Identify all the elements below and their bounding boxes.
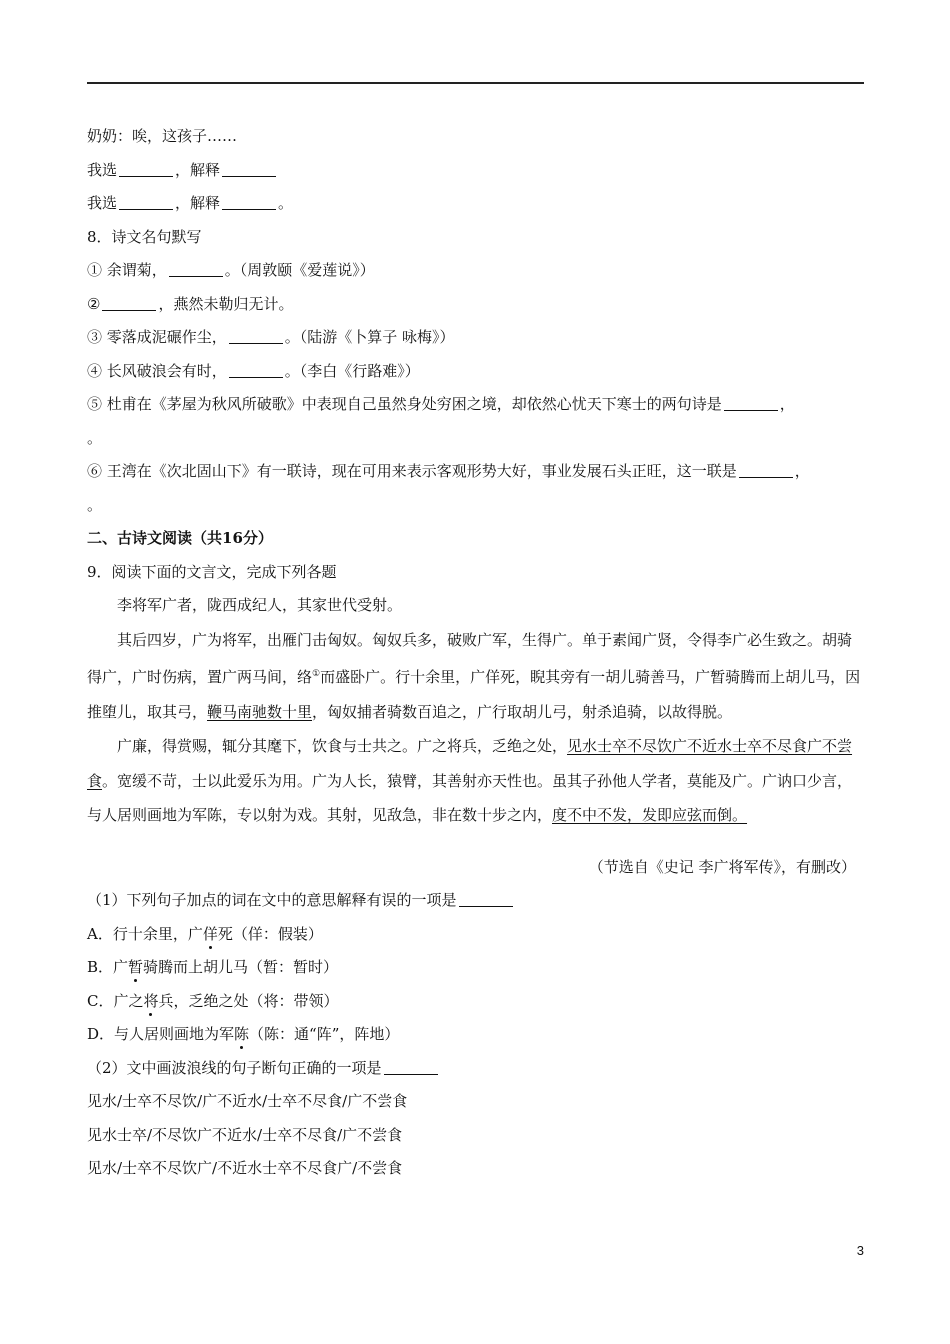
page-number: 3 — [856, 1243, 864, 1258]
answer-blank[interactable] — [222, 194, 276, 210]
q9-sub1-option-a[interactable]: A．行十余里，广佯死（佯：假装） — [87, 924, 323, 943]
dotted-word: 暂 — [128, 958, 144, 976]
q9-sub2-option-3[interactable]: 见水/士卒不尽饮广/不近水士卒不尽食广/不尝食 — [87, 1159, 403, 1177]
q9-sub2-stem: （2）文中画波浪线的句子断句正确的一项是 — [87, 1052, 864, 1086]
section-2-title: 二、古诗文阅读（共16分） — [87, 529, 273, 547]
answer-blank[interactable] — [119, 194, 173, 210]
q8-item-1: ① 余谓菊， 。（周敦颐《爱莲说》） — [87, 261, 375, 279]
header-rule — [87, 82, 864, 84]
passage-paragraph-2: 其后四岁，广为将军，出雁门击匈奴。匈奴兵多，破败广军，生得广。单于素闻广贤，令得李广必生致之。胡骑得广，广时伤病，置广两马间，络①而盛卧广。行十余里，广佯死，睨其旁有一胡儿骑善马，广暂骑腾而上胡儿马，因推堕儿，取其弓，鞭马南驰数十里，匈奴捕者骑数百追之，广行取胡儿弓，射杀追骑，以故得脱。 — [87, 630, 861, 721]
dotted-word: 将 — [143, 991, 159, 1010]
dotted-word: 陈 — [234, 1025, 250, 1043]
answer-blank[interactable] — [459, 891, 513, 907]
q8-item-2: ② ，燕然未勒归无计。 — [87, 294, 294, 313]
dialog-grandma: 奶奶：唉，这孩子…… — [87, 127, 238, 145]
q8-title: 8．诗文名句默写 — [87, 227, 202, 246]
q8-item-6: ⑥ 王湾在《次北固山下》有一联诗，现在可用来表示客观形势大好，事业发展石头正旺，这一联是 ， — [87, 462, 810, 480]
answer-blank[interactable] — [229, 328, 283, 344]
q9-sub1-option-d[interactable]: D．与人居则画地为军陈（陈：通“阵”，阵地） — [87, 1025, 400, 1043]
answer-blank[interactable] — [222, 161, 276, 177]
page-content — [87, 120, 864, 1186]
q8-item-4: ④ 长风破浪会有时， 。（李白《行路难》） — [87, 361, 420, 380]
passage-paragraph-3: 广廉，得赏赐，辄分其麾下，饮食与士共之。广之将兵，乏绝之处，见水士卒不尽饮广不近水士卒不尽食广不尝食。宽缓不苛，士以此爱乐为用。广为人长，猿臂，其善射亦天性也。虽其子孙他人学者，莫能及广。广讷口少言，与人居则画地为军陈，专以射为戏。其射，见敌急，非在数十步之内，度不中不发，发即应弦而倒。 — [87, 737, 853, 824]
q9-title: 9．阅读下面的文言文，完成下列各题 — [87, 562, 337, 581]
q9-sub1-option-c[interactable]: C．广之将兵，乏绝之处（将：带领） — [87, 991, 339, 1010]
q9-sub1-option-b[interactable]: B．广暂骑腾而上胡儿马（暂：暂时） — [87, 958, 339, 976]
q8-item-5: ⑤ 杜甫在《茅屋为秋风所破歌》中表现自己虽然身处穷困之境，却依然心忧天下寒士的两句诗是 ， — [87, 395, 795, 413]
passage-source: （节选自《史记 李广将军传》，有删改） — [588, 857, 856, 876]
dialog-choice-1: 我选 ，解释 — [87, 154, 864, 188]
dialog-choice-2: 我选 ，解释 。 — [87, 194, 294, 212]
q8-item-5-end: 。 — [87, 428, 103, 447]
q9-sub1-stem: （1）下列句子加点的词在文中的意思解释有误的一项是 — [87, 884, 864, 918]
passage-paragraph-1: 李将军广者，陇西成纪人，其家世代受射。 — [117, 596, 403, 614]
answer-blank[interactable] — [119, 161, 173, 177]
underlined-sentence: 度不中不发，发即应弦而倒。 — [552, 806, 748, 824]
underlined-phrase: 鞭马南驰数十里 — [207, 702, 313, 721]
answer-blank[interactable] — [229, 362, 283, 378]
answer-blank[interactable] — [384, 1059, 438, 1075]
answer-blank[interactable] — [169, 261, 223, 277]
answer-blank[interactable] — [724, 395, 778, 411]
wavy-underlined-sentence: 见水士卒不尽饮广不近水士卒不尽食广不尝食 — [87, 737, 853, 790]
footnote-marker: ① — [312, 669, 321, 679]
q9-sub2-option-1[interactable]: 见水/士卒不尽饮/广不近水/士卒不尽食/广不尝食 — [87, 1092, 408, 1110]
answer-blank[interactable] — [739, 462, 793, 478]
dotted-word: 佯 — [202, 924, 218, 943]
q9-sub2-option-2[interactable]: 见水士卒/不尽饮广不近水/士卒不尽食/广不尝食 — [87, 1125, 403, 1144]
q8-item-6-end: 。 — [87, 495, 103, 514]
answer-blank[interactable] — [102, 295, 156, 311]
q8-item-3: ③ 零落成泥碾作尘， 。（陆游《卜算子 咏梅》） — [87, 328, 455, 346]
